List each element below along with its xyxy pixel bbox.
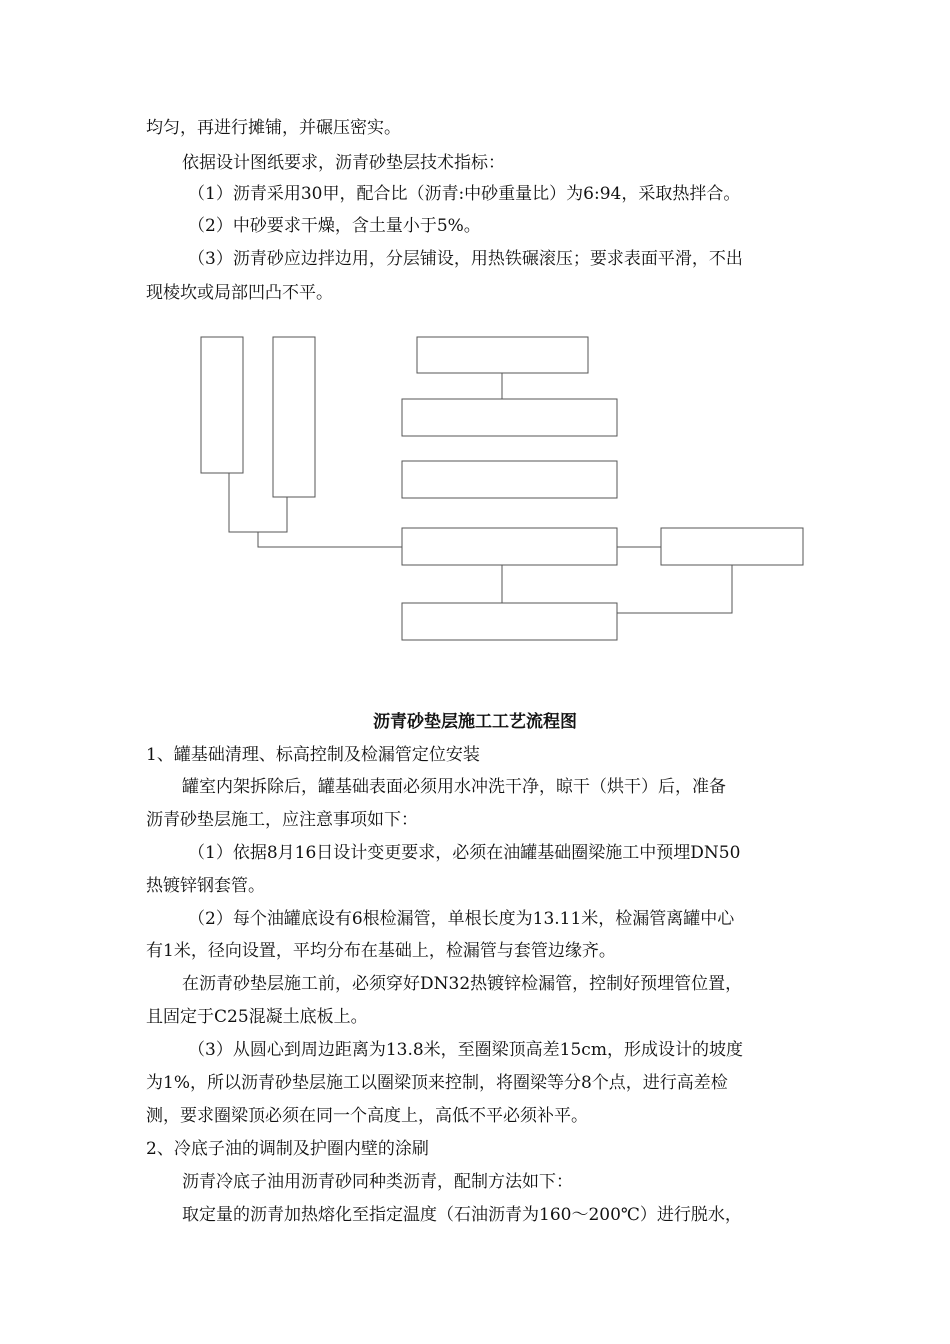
text-line: （2）中砂要求干燥，含土量小于5%。 — [188, 216, 481, 236]
text-line: （1）依据8月16日设计变更要求，必须在油罐基础圈梁施工中预埋DN50 — [188, 843, 741, 863]
flow-box-right — [661, 528, 803, 565]
text-line: 测，要求圈梁顶必须在同一个高度上，高低不平必须补平。 — [146, 1106, 588, 1126]
flow-box-left-1 — [201, 337, 243, 473]
text-line: （3）从圆心到周边距离为13.8米，至圈梁顶高差15cm，形成设计的坡度 — [188, 1040, 743, 1060]
text-line: 依据设计图纸要求，沥青砂垫层技术指标： — [182, 153, 505, 173]
flow-box-left-2 — [273, 337, 315, 497]
text-line: （2）每个油罐底设有6根检漏管，单根长度为13.11米，检漏管离罐中心 — [188, 909, 735, 929]
flowchart-caption: 沥青砂垫层施工工艺流程图 — [373, 712, 577, 732]
text-line: （1）沥青采用30甲，配合比（沥青:中砂重量比）为6:94，采取热拌合。 — [188, 184, 741, 204]
text-line: 热镀锌钢套管。 — [146, 876, 265, 896]
flow-box-bottom — [402, 603, 617, 640]
text-line: 罐室内架拆除后，罐基础表面必须用水冲洗干净，晾干（烘干）后，准备 — [182, 777, 726, 797]
text-line: 且固定于C25混凝土底板上。 — [146, 1007, 368, 1027]
flow-connector — [258, 532, 402, 547]
text-line: 均匀，再进行摊铺，并碾压密实。 — [146, 118, 401, 138]
text-line: 在沥青砂垫层施工前，必须穿好DN32热镀锌检漏管，控制好预埋管位置， — [182, 974, 743, 994]
text-line: 沥青砂垫层施工，应注意事项如下： — [146, 810, 418, 830]
text-line: （3）沥青砂应边拌边用，分层铺设，用热铁碾滚压；要求表面平滑，不出 — [188, 249, 743, 269]
text-line: 有1米，径向设置，平均分布在基础上，检漏管与套管边缘齐。 — [146, 941, 616, 961]
text-line: 为1%，所以沥青砂垫层施工以圈梁顶来控制，将圈梁等分8个点，进行高差检 — [146, 1073, 728, 1093]
text-line: 取定量的沥青加热熔化至指定温度（石油沥青为160～200℃）进行脱水， — [182, 1205, 742, 1225]
flow-connector — [617, 565, 732, 613]
text-line: 沥青冷底子油用沥青砂同种类沥青，配制方法如下： — [182, 1172, 573, 1192]
flow-box-4 — [402, 528, 617, 565]
flow-box-2 — [402, 399, 617, 436]
flow-box-3 — [402, 461, 617, 498]
section-heading: 1、罐基础清理、标高控制及检漏管定位安装 — [146, 745, 480, 765]
text-line: 现棱坎或局部凹凸不平。 — [146, 283, 333, 303]
flow-box-top — [417, 337, 588, 373]
section-heading: 2、冷底子油的调制及护圈内壁的涂刷 — [146, 1139, 429, 1159]
